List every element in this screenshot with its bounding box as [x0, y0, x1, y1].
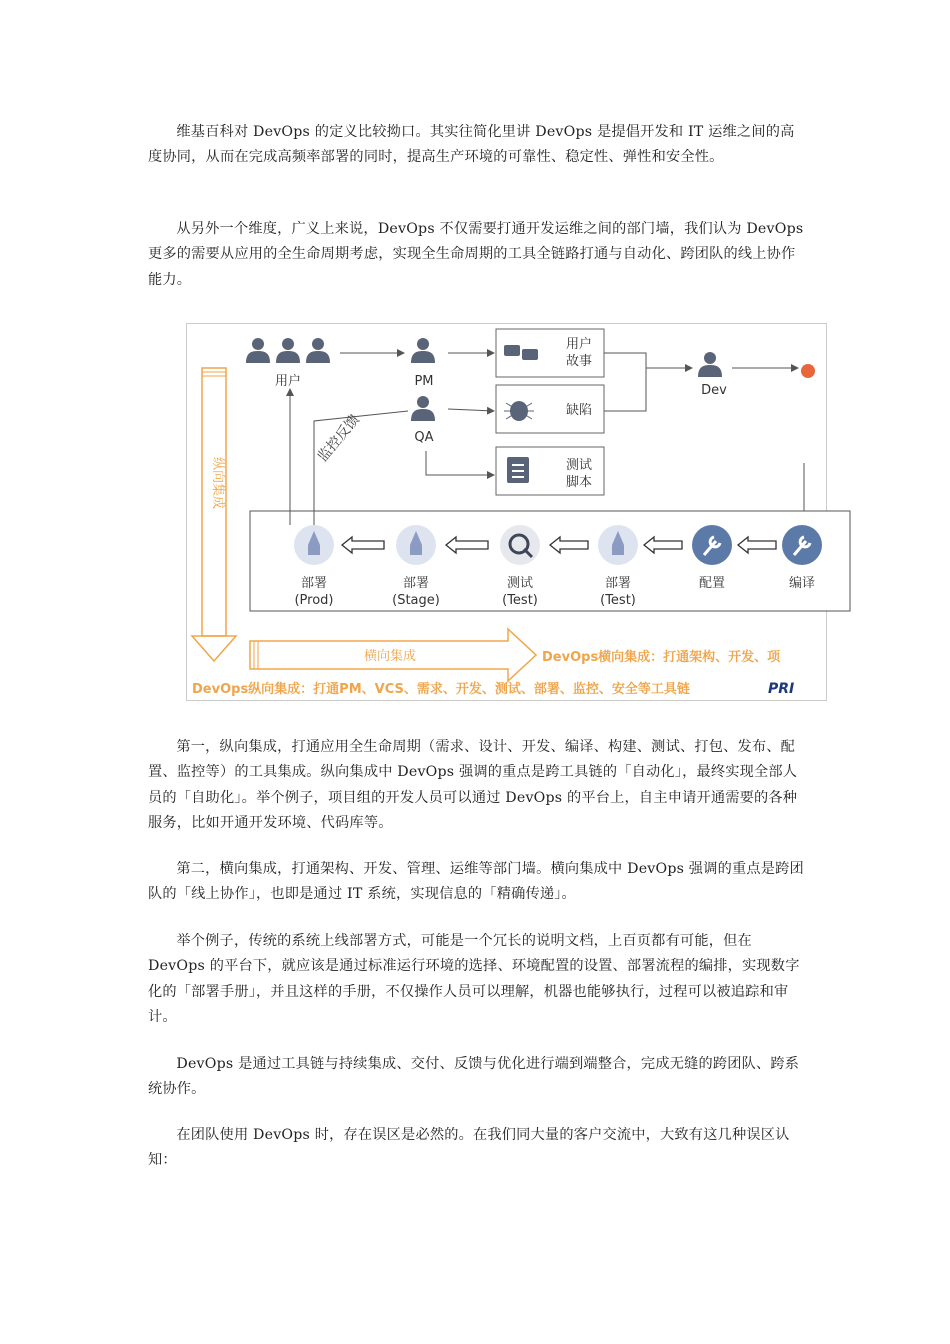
- svg-text:(Test): (Test): [502, 593, 538, 608]
- dev-label: Dev: [701, 383, 727, 398]
- users-label: 用户: [274, 374, 302, 389]
- svg-text:配置: 配置: [698, 576, 726, 591]
- next-step-marker: [801, 364, 815, 378]
- paragraph-6: DevOps 是通过工具链与持续集成、交付、反馈与优化进行端到端整合，完成无缝的跨团队、跨系统协作。: [148, 1056, 800, 1098]
- bug-icon: [504, 401, 534, 421]
- user-story-box: [496, 329, 604, 377]
- svg-text:编译: 编译: [788, 576, 816, 591]
- svg-text:(Stage): (Stage): [392, 593, 440, 608]
- pipeline-frame: [250, 511, 850, 611]
- horizontal-integration-caption: DevOps横向集成：打通架构、开发、项: [542, 650, 781, 665]
- vertical-integration-label: 纵向集成: [210, 456, 225, 510]
- test-script-box: [496, 447, 604, 495]
- devops-diagram: [186, 323, 816, 701]
- svg-text:测试: 测试: [506, 576, 534, 591]
- feedback-label: 监控反馈: [314, 411, 364, 466]
- paragraph-1: 维基百科对 DevOps 的定义比较拗口。其实往简化里讲 DevOps 是提倡开发和 IT 运维之间的高度协同，从而在完成高频率部署的同时，提高生产环境的可靠性、稳定性、弹性和安全性。: [148, 124, 795, 166]
- vertical-integration-caption: DevOps纵向集成：打通PM、VCS、需求、开发、测试、部署、监控、安全等工具链: [192, 682, 690, 697]
- vertical-integration-arrow: [192, 368, 236, 661]
- svg-text:脚本: 脚本: [565, 475, 593, 490]
- document-icon: [507, 457, 529, 483]
- svg-text:用户: 用户: [565, 337, 593, 352]
- svg-text:(Test): (Test): [600, 593, 636, 608]
- svg-text:测试: 测试: [565, 458, 593, 473]
- horizontal-integration-label: 横向集成: [363, 649, 417, 664]
- paragraph-2: 从另外一个维度，广义上来说，DevOps 不仅需要打通开发运维之间的部门墙，我们认为 DevOps 更多的需要从应用的全生命周期考虑，实现全生命周期的工具全链路打通与自动化、跨团队的线上协作能力。: [148, 221, 804, 288]
- paragraph-7: 在团队使用 DevOps 时，存在误区是必然的。在我们同大量的客户交流中，大致有这几种误区认知：: [148, 1127, 790, 1169]
- svg-text:(Prod): (Prod): [294, 593, 334, 608]
- pm-label: PM: [414, 374, 434, 389]
- svg-text:部署: 部署: [402, 576, 430, 591]
- dev-icon: [698, 352, 722, 377]
- qa-icon: [411, 396, 435, 421]
- qa-label: QA: [414, 430, 434, 445]
- users-icon: [246, 338, 330, 363]
- paragraph-3: 第一，纵向集成，打通应用全生命周期（需求、设计、开发、编译、构建、测试、打包、发布、配置、监控等）的工具集成。纵向集成中 DevOps 强调的重点是跨工具链的「自动化」，最终实现全部人员的「自助化」。举个例子，项目组的开发人员可以通过 DevOps 的平台上，自主申请开通需要的各种服务，比如开通开发环境、代码库等。: [148, 739, 798, 832]
- svg-text:缺陷: 缺陷: [565, 403, 593, 418]
- svg-text:故事: 故事: [565, 354, 593, 369]
- svg-text:部署: 部署: [300, 576, 328, 591]
- svg-text:部署: 部署: [604, 576, 632, 591]
- paragraph-4: 第二，横向集成，打通架构、开发、管理、运维等部门墙。横向集成中 DevOps 强调的重点是跨团队的「线上协作」，也即是通过 IT 系统，实现信息的「精确传递」。: [148, 861, 804, 903]
- paragraph-5: 举个例子，传统的系统上线部署方式，可能是一个冗长的说明文档，上百页都有可能，但在 DevOps 的平台下，就应该是通过标准运行环境的选择、环境配置的设置、部署流程的编排，实现数字化的「部署手册」，并且这样的手册，不仅操作人员可以理解，机器也能够执行，过程可以被追踪和审计。: [148, 933, 800, 1026]
- publisher-logo: PRI: [768, 681, 795, 697]
- pm-icon: [411, 338, 435, 363]
- bug-box: [496, 385, 604, 433]
